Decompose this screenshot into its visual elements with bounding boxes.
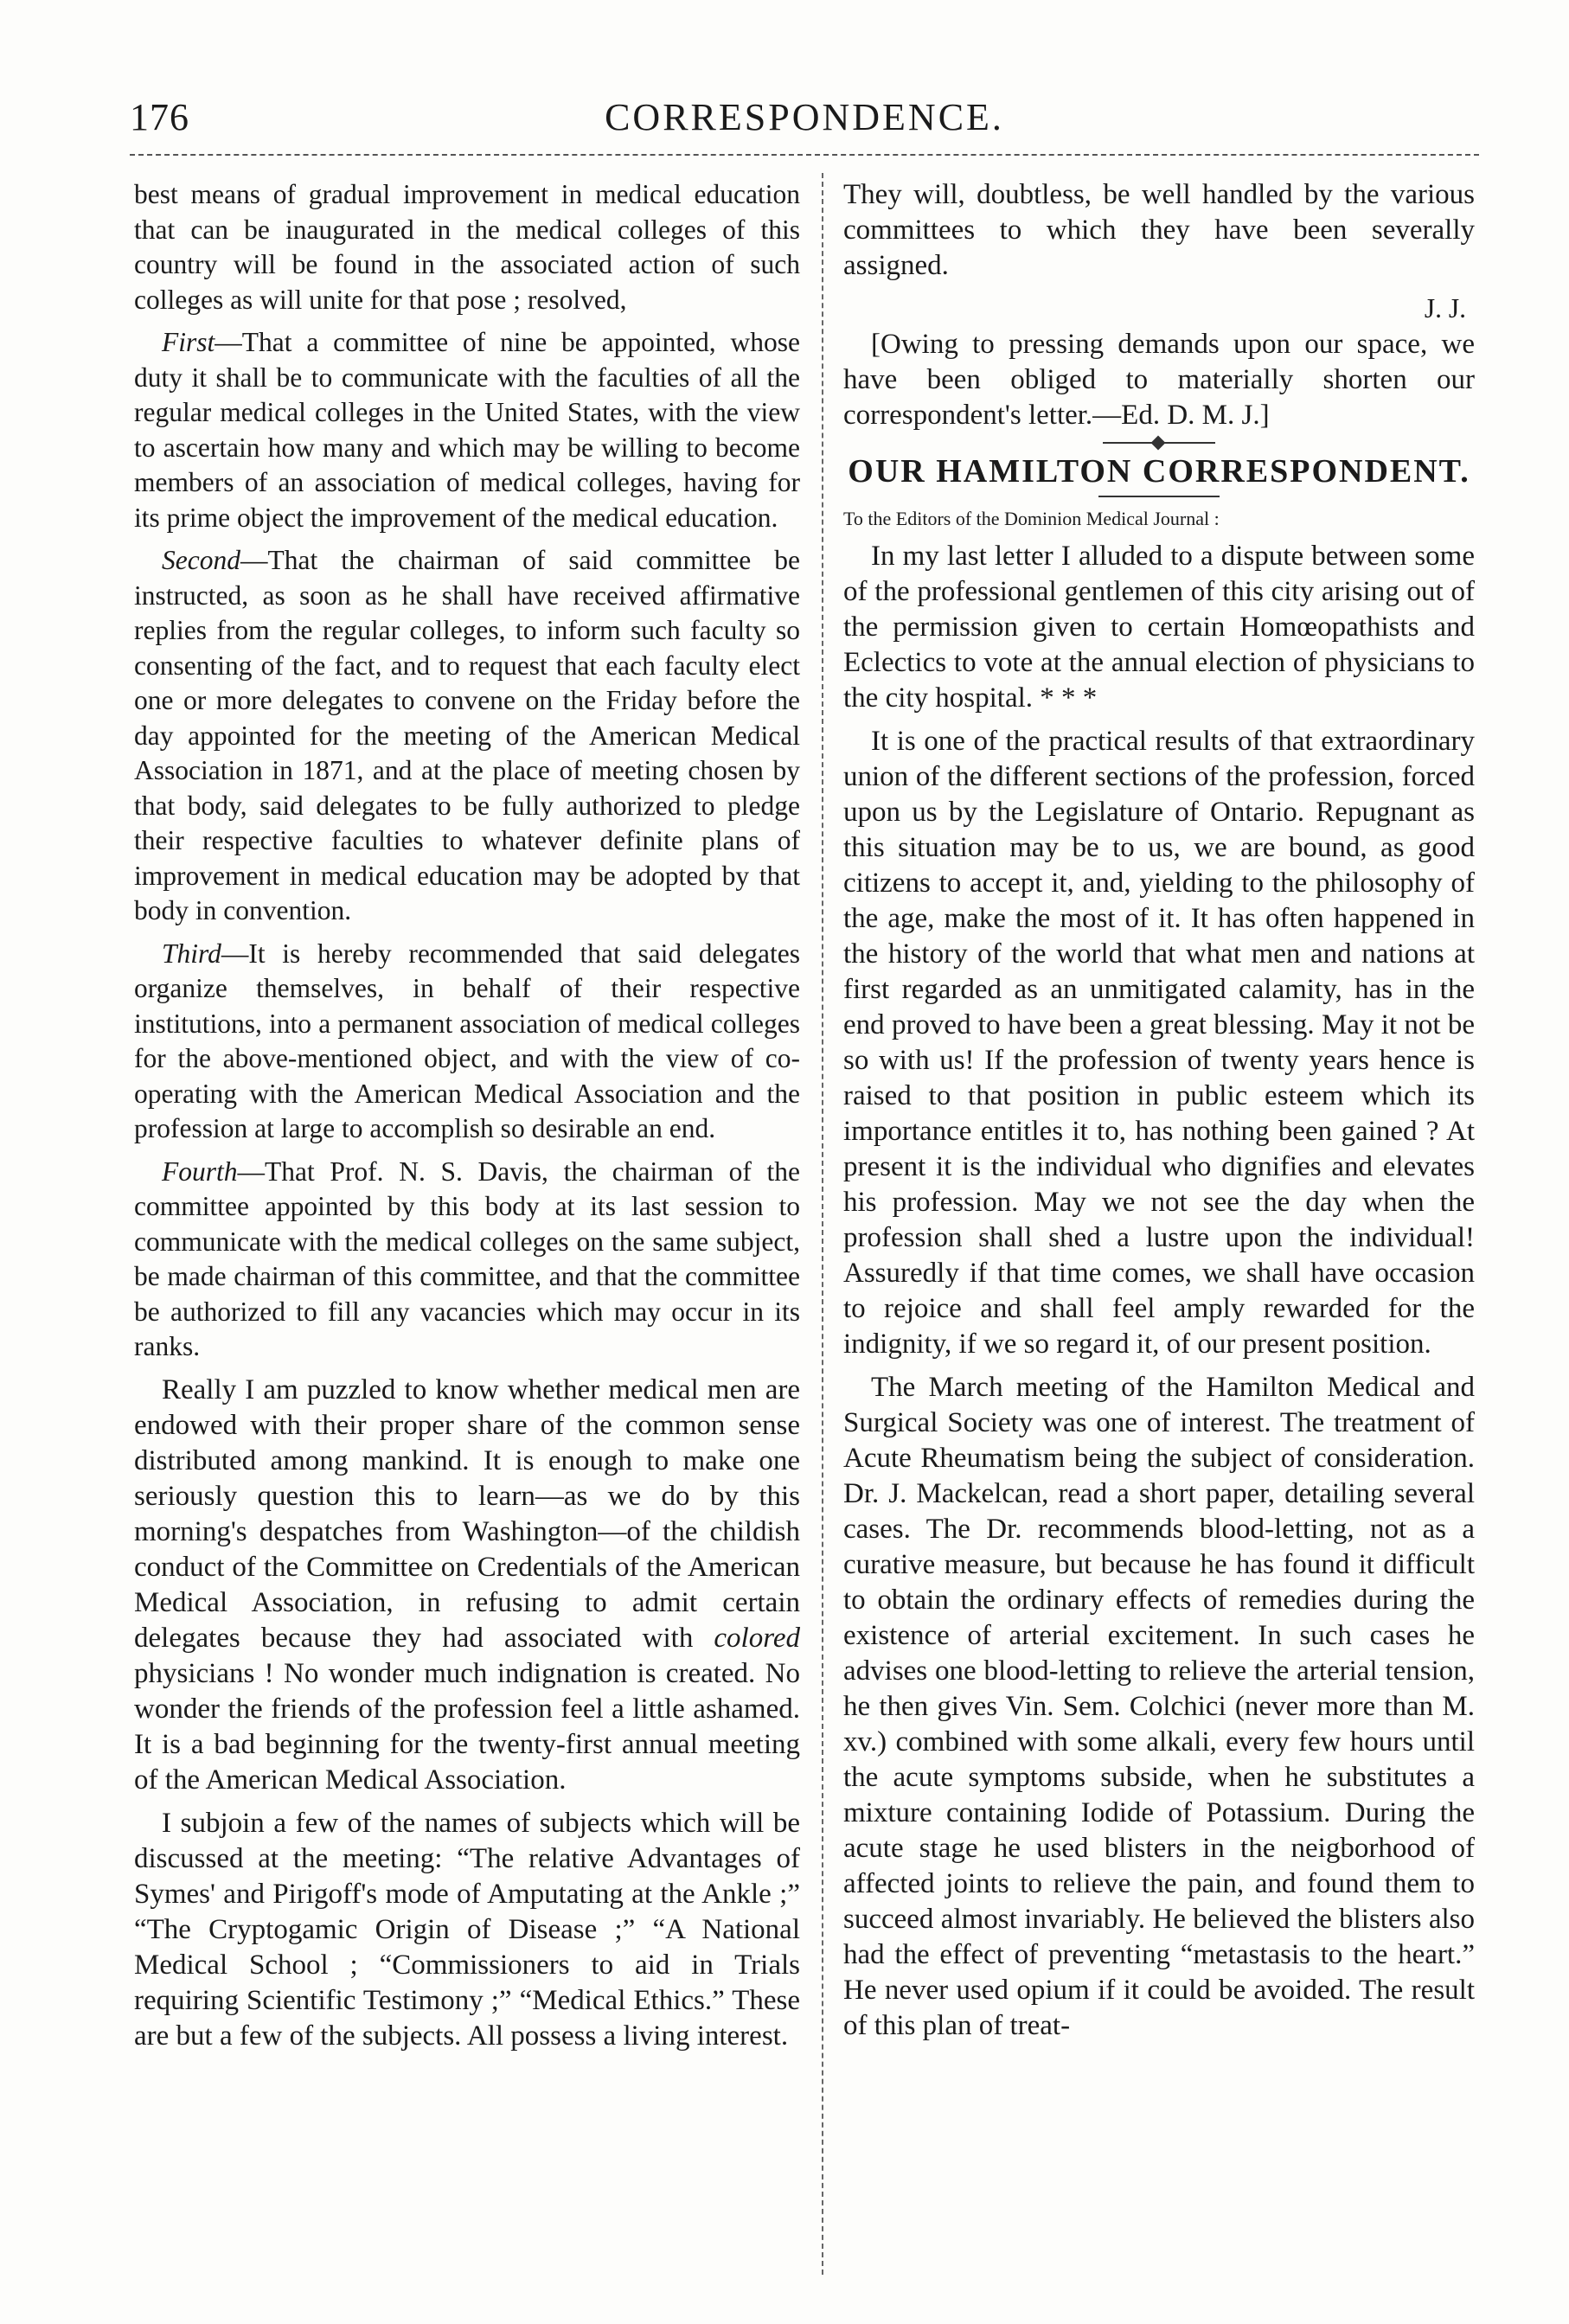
ornament-rule xyxy=(1103,442,1215,444)
salutation: To the Editors of the Dominion Medical Journal : xyxy=(843,508,1220,529)
column-divider xyxy=(822,173,823,2275)
paragraph-practical-results: It is one of the practical results of that extraordinary union of the different sections of the profession, forced upon us by the Legislature of Ontario. Repugnant as this situation may be to us, we are bound, as good citizens to accept it, and, yielding to the philosophy of the age, make the most of it. It has often happened in the history of the world that what men and nations at first regarded as an unmitigated calamity, has in the end proved to have been a great blessing. May it not be so with us! If the profession of twenty years hence is raised to that position in public esteem which its importance entitles it to, has nothing been gained ? At present it is the individual who dignifies and elevates his profession. May we not see the day when the profession shall shed a lustre upon the individual! Assuredly if that time comes, we shall have occasion to rejoice and shall feel amply rewarded for the indignity, if we so regard it, of our present position. xyxy=(843,726,1475,1360)
resolution-lead-second: Second xyxy=(162,545,240,575)
puzzled-text-before: Really I am puzzled to know whether medical men are endowed with their proper share of the common sense distributed among mankind. It is enough to make one seriously question this to learn—as we do by this morning's despatches from Washington—of the childish conduct of the Committee on Credentials of the American Medical Association, in refusing to admit certain delegates because they had associated with xyxy=(134,1373,800,1654)
resolution-body-first: —That a committee of nine be appointed, whose duty it shall be to communicate with the faculties of all the regular medical colleges in the United States, with the view to ascertain how many and which may be willing to become members of an association of medical colleges, having for its prime object the improvement of the medical education. xyxy=(134,327,800,533)
diamond-icon xyxy=(1151,435,1166,450)
paragraph-resolution-third xyxy=(134,937,800,1147)
section-title: OUR HAMILTON CORRESPONDENT. xyxy=(848,452,1470,490)
page-number: 176 xyxy=(130,96,189,138)
paragraph-resolution-first xyxy=(134,325,800,535)
resolution-body-second: —That the chairman of said committee be instructed, as soon as he shall have received affirmative replies from the regular colleges, to inform such faculty so consenting of the fact, and to request that each faculty elect one or more delegates to convene on the Friday before the day appointed for the meeting of the American Medical Association in 1871, and at the place of meeting chosen by that body, said delegates to be fully authorized to pledge their respective faculties to whatever definite plans of improvement in medical education may be adopted by that body in convention. xyxy=(134,545,800,925)
resolution-lead-first: First xyxy=(162,327,215,357)
paragraph-puzzled xyxy=(134,1373,800,1798)
paragraph-resolution-fourth xyxy=(134,1155,800,1365)
editor-note: [Owing to pressing demands upon our space, we have been obliged to materially shorten our correspondent's letter.—Ed. D. M. J.] xyxy=(843,328,1475,431)
header-rule xyxy=(130,154,1479,156)
resolution-lead-fourth: Fourth xyxy=(162,1156,238,1187)
resolution-body-fourth: —That Prof. N. S. Davis, the chairman of the committee appointed by this body at its last session to communicate with the medical colleges on the same subject, be made chairman of this committee, and that the committee be authorized to fill any vacancies which may occur in its ranks. xyxy=(134,1156,800,1361)
running-title: CORRESPONDENCE. xyxy=(605,96,1004,138)
paragraph-subjects: I subjoin a few of the names of subjects which will be discussed at the meeting: “The relative Advantages of Symes' and Pirigoff's mode of Amputating at the Ankle ;” “The Cryptogamic Origin of Disease ;” “A National Medical School ; “Commissioners to aid in Trials requiring Scientific Testimony ;” “Medical Ethics.” These are but a few of the subjects. All possess a living interest. xyxy=(134,1807,800,2052)
page-header xyxy=(130,95,1479,147)
resolution-lead-third: Third xyxy=(162,938,221,969)
puzzled-emphasis: colored xyxy=(714,1622,800,1654)
paragraph-last-letter: In my last letter I alluded to a dispute between some of the professional gentlemen of this city arising out of the permission given to certain Homœopathists and Eclectics to vote at the annual election of physicians to the city hospital. * * * xyxy=(843,541,1475,714)
section-rule xyxy=(1098,496,1220,497)
paragraph-march-meeting: The March meeting of the Hamilton Medical and Surgical Society was one of interest. The treatment of Acute Rheumatism being the subject of consideration. Dr. J. Mackelcan, read a short paper, detailing several cases. The Dr. recommends blood-letting, not as a curative measure, but because he has found it difficult to obtain the ordinary effects of remedies during the existence of arterial excitement. In such cases he advises one blood-letting to relieve the arterial tension, he then gives Vin. Sem. Colchici (never more than M. xv.) combined with some alkali, every few hours until the acute symptoms subside, when he substitutes a mixture containing Iodide of Potassium. During the acute stage he used blisters in the neigborhood of affected joints to relieve the pain, and found them to succeed almost invariably. He believed the blisters also had the effect of preventing “metastasis to the heart.” He never used opium if it could be avoided. The result of this plan of treat- xyxy=(843,1372,1475,2041)
signature: J. J. xyxy=(1424,293,1466,323)
puzzled-text-after: physicians ! No wonder much indignation is created. No wonder the friends of the profession feel a little ashamed. It is a bad beginning for the twenty-first annual meeting of the American Medical Association. xyxy=(134,1657,800,1796)
paragraph-resolution-preamble: best means of gradual improvement in medical education that can be inaugurated in the medical colleges of this country will be found in the associated action of such colleges as will unite for that pose ; resolved, xyxy=(134,179,800,315)
paragraph-committees: They will, doubtless, be well handled by the various committees to which they have been severally assigned. xyxy=(843,179,1475,281)
left-column xyxy=(134,177,800,2062)
right-column xyxy=(843,177,1475,2052)
resolution-body-third: —It is hereby recommended that said delegates organize themselves, in behalf of their respective institutions, into a permanent association of medical colleges for the above-mentioned object, and with the view of co-operating with the American Medical Association and the profession at large to accomplish so desirable an end. xyxy=(134,938,800,1143)
paragraph-resolution-second xyxy=(134,543,800,929)
